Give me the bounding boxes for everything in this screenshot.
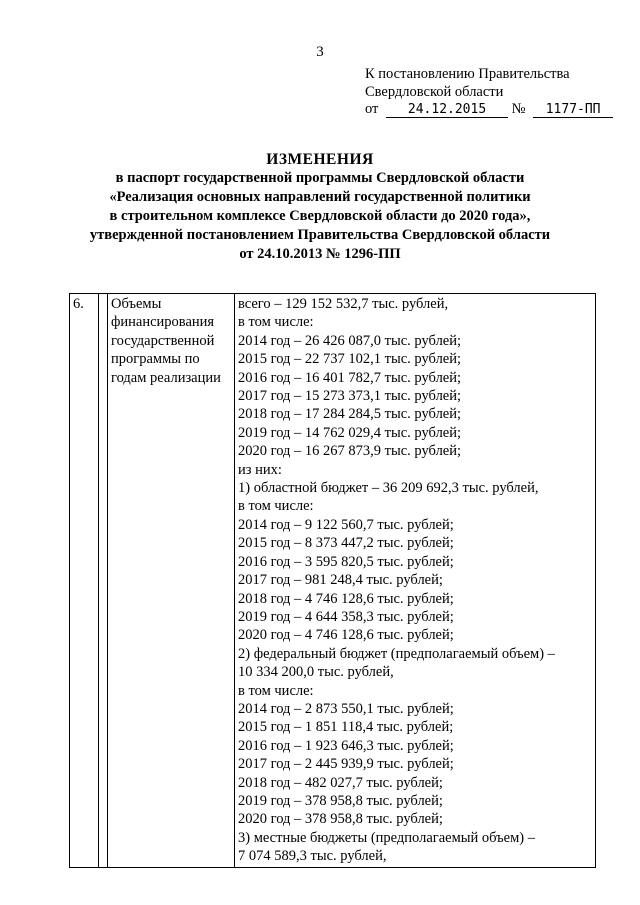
content-line: 2018 год – 4 746 128,6 тыс. рублей; (238, 590, 454, 607)
content-line: 2018 год – 17 284 284,5 тыс. рублей; (238, 406, 462, 423)
content-line: в том числе: (238, 682, 314, 699)
row-name-line: программы по (111, 351, 200, 368)
row-name-line: финансирования (111, 314, 215, 331)
annex-header (365, 66, 613, 119)
content-line: 2016 год – 1 923 646,3 тыс. рублей; (238, 737, 454, 754)
title-main: ИЗМЕНЕНИЯ (266, 151, 374, 168)
content-line: всего – 129 152 532,7 тыс. рублей, (238, 296, 449, 312)
title-line: «Реализация основных направлений государственной политики (109, 189, 531, 205)
row-spacer-cell (99, 294, 108, 868)
row-name-line: государственной (111, 332, 215, 349)
row-number: 6. (73, 296, 84, 312)
annex-date: 24.12.2015 (386, 102, 508, 118)
content-line: 2018 год – 482 027,7 тыс. рублей; (238, 774, 443, 791)
content-line: 2019 год – 378 958,8 тыс. рублей; (238, 792, 443, 809)
content-line: 2015 год – 8 373 447,2 тыс. рублей; (238, 535, 454, 552)
content-line: 7 074 589,3 тыс. рублей, (238, 848, 387, 865)
content-line: 2014 год – 2 873 550,1 тыс. рублей; (238, 700, 454, 717)
content-line: 2016 год – 3 595 820,5 тыс. рублей; (238, 553, 454, 570)
annex-number: 1177-ПП (533, 102, 613, 118)
content-line: 2020 год – 378 958,8 тыс. рублей; (238, 811, 443, 828)
content-line: 2) федеральный бюджет (предполагаемый объем) – (238, 645, 555, 662)
content-line: в том числе: (238, 498, 314, 515)
title-line: от 24.10.2013 № 1296-ПП (239, 246, 401, 262)
annex-from-label: от (365, 101, 379, 117)
content-line: 2017 год – 15 273 373,1 тыс. рублей; (238, 388, 462, 405)
title-line: в паспорт государственной программы Свердловской области (115, 170, 525, 186)
content-line: 2017 год – 2 445 939,9 тыс. рублей; (238, 756, 454, 773)
content-line: 2020 год – 16 267 873,9 тыс. рублей; (238, 443, 462, 460)
content-line: 1) областной бюджет – 36 209 692,3 тыс. рублей, (238, 480, 539, 497)
content-line: 10 334 200,0 тыс. рублей, (238, 664, 394, 681)
row-content-cell (235, 294, 596, 868)
title-line: в строительном комплексе Свердловской области до 2020 года», (109, 208, 531, 224)
document-title (0, 150, 640, 264)
content-line: 2020 год – 4 746 128,6 тыс. рублей; (238, 627, 454, 644)
table-row (70, 294, 596, 868)
row-number-cell (70, 294, 99, 868)
row-name-line: Объемы (111, 296, 162, 312)
content-line: 2014 год – 26 426 087,0 тыс. рублей; (238, 332, 462, 349)
annex-number-label: № (511, 101, 526, 117)
content-line: 2014 год – 9 122 560,7 тыс. рублей; (238, 516, 454, 533)
content-line: из них: (238, 461, 282, 478)
content-line: 2015 год – 1 851 118,4 тыс. рублей; (238, 719, 454, 736)
page-number: 3 (316, 44, 324, 60)
annex-line-2: Свердловской области (365, 83, 504, 100)
row-name-cell (108, 294, 235, 868)
annex-date-line (365, 101, 613, 119)
content-line: 2019 год – 4 644 358,3 тыс. рублей; (238, 608, 454, 625)
annex-line-1: К постановлению Правительства (365, 66, 570, 82)
content-line: 2016 год – 16 401 782,7 тыс. рублей; (238, 369, 462, 386)
title-line: утвержденной постановлением Правительства Свердловской области (89, 227, 551, 243)
content-line: 2019 год – 14 762 029,4 тыс. рублей; (238, 424, 462, 441)
content-line: 3) местные бюджеты (предполагаемый объем) – (238, 829, 535, 846)
passport-table (69, 293, 596, 868)
row-name-line: годам реализации (111, 369, 221, 386)
content-line: 2017 год – 981 248,4 тыс. рублей; (238, 572, 443, 589)
content-line: в том числе: (238, 314, 314, 331)
content-line: 2015 год – 22 737 102,1 тыс. рублей; (238, 351, 462, 368)
